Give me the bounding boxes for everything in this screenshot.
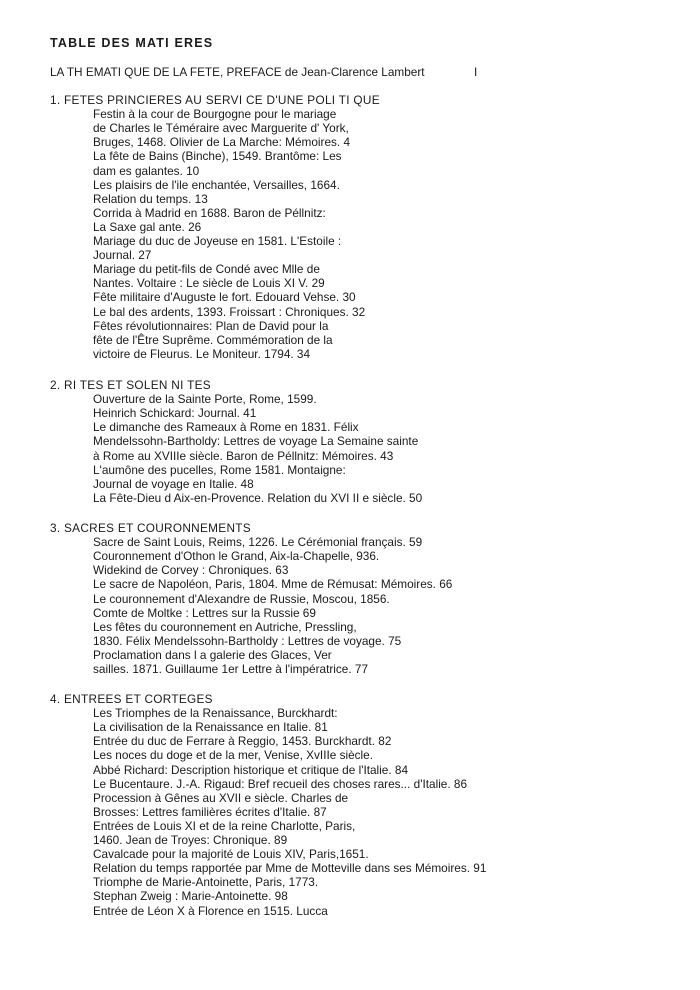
toc-entry-line: Fête militaire d'Auguste le fort. Edouard Vehse. 30 — [93, 290, 356, 304]
toc-entry-line: Nantes. Voltaire : Le siècle de Louis XI V. 29 — [93, 276, 325, 290]
toc-entry-line: La civilisation de la Renaissance en Italie. 81 — [93, 720, 328, 734]
toc-entry-line: Couronnement d'Othon le Grand, Aix-la-Chapelle, 936. — [93, 549, 380, 563]
toc-entry-line: Triomphe de Marie-Antoinette, Paris, 1773. — [93, 875, 319, 889]
toc-entry-line: dam es galantes. 10 — [93, 164, 200, 178]
toc-entry-line: Entrées de Louis XI et de la reine Charlotte, Paris, — [93, 819, 356, 833]
toc-entry-line: La Fête-Dieu d Aix-en-Provence. Relation du XVI II e siècle. 50 — [93, 491, 423, 505]
toc-entry-line: Relation du temps. 13 — [93, 192, 208, 206]
toc-entry-line: 1830. Félix Mendelssohn-Bartholdy : Lettres de voyage. 75 — [93, 634, 402, 648]
section-heading: 1. FETES PRINCIERES AU SERVI CE D'UNE POLI TI QUE — [50, 93, 380, 107]
toc-entry-line: de Charles le Téméraire avec Marguerite d' York, — [93, 121, 349, 135]
toc-entry-line: Festin à la cour de Bourgogne pour le mariage — [93, 107, 337, 121]
toc-entry-line: Widekind de Corvey : Chroniques. 63 — [93, 563, 289, 577]
toc-entry-line: L'aumône des pucelles, Rome 1581. Montaigne: — [93, 463, 346, 477]
toc-entry-line: Ouverture de la Sainte Porte, Rome, 1599. — [93, 392, 317, 406]
toc-entry-line: Mendelssohn-Bartholdy: Lettres de voyage La Semaine sainte — [93, 434, 419, 448]
toc-entry-line: sailles. 1871. Guillaume 1er Lettre à l'impératrice. 77 — [93, 662, 369, 676]
toc-entry-line: Fêtes révolutionnaires: Plan de David pour la — [93, 319, 329, 333]
toc-entry-line: Entrée du duc de Ferrare à Reggio, 1453. Burckhardt. 82 — [93, 734, 392, 748]
preface-page-number: I — [474, 65, 478, 79]
toc-entry-line: à Rome au XVIIIe siècle. Baron de Péllnitz: Mémoires. 43 — [93, 449, 394, 463]
toc-entry-line: Les fêtes du couronnement en Autriche, Pressling, — [93, 620, 357, 634]
toc-entry-line: Procession à Gênes au XVII e siècle. Charles de — [93, 791, 349, 805]
toc-entry-line: Entrée de Léon X à Florence en 1515. Lucca — [93, 904, 328, 918]
toc-entry-line: Les Triomphes de la Renaissance, Burckhardt: — [93, 706, 338, 720]
toc-entry-line: 1460. Jean de Troyes: Chronique. 89 — [93, 833, 288, 847]
toc-entry-line: Brosses: Lettres familières écrites d'Italie. 87 — [93, 805, 327, 819]
toc-entry-line: Cavalcade pour la majorité de Louis XIV, Paris,1651. — [93, 847, 369, 861]
toc-entry-line: La Saxe gal ante. 26 — [93, 220, 202, 234]
toc-entry-line: Les noces du doge et de la mer, Venise, XvIIIe siècle. — [93, 748, 374, 762]
toc-entry-line: Bruges, 1468. Olivier de La Marche: Mémoires. 4 — [93, 135, 351, 149]
section-heading: 3. SACRES ET COURONNEMENTS — [50, 521, 251, 535]
toc-entry-line: Mariage du duc de Joyeuse en 1581. L'Estoile : — [93, 234, 342, 248]
toc-entry-line: Mariage du petit-fils de Condé avec Mlle de — [93, 262, 320, 276]
toc-entry-line: Journal de voyage en Italie. 48 — [93, 477, 254, 491]
section-heading: 2. RI TES ET SOLEN NI TES — [50, 378, 211, 392]
section-heading: 4. ENTREES ET CORTEGES — [50, 692, 213, 706]
toc-entry-line: Abbé Richard: Description historique et critique de l'Italie. 84 — [93, 763, 409, 777]
toc-entry-line: Le dimanche des Rameaux à Rome en 1831. Félix — [93, 420, 359, 434]
toc-entry-line: Le couronnement d'Alexandre de Russie, Moscou, 1856. — [93, 592, 390, 606]
toc-entry-line: Sacre de Saint Louis, Reims, 1226. Le Cérémonial français. 59 — [93, 535, 423, 549]
toc-entry-line: Relation du temps rapportée par Mme de Motteville dans ses Mémoires. 91 — [93, 861, 487, 875]
preface-entry: LA TH EMATI QUE DE LA FETE, PREFACE de Jean-Clarence Lambert — [50, 65, 425, 79]
toc-entry-line: victoire de Fleurus. Le Moniteur. 1794. 34 — [93, 347, 311, 361]
toc-entry-line: Le sacre de Napoléon, Paris, 1804. Mme de Rémusat: Mémoires. 66 — [93, 577, 453, 591]
toc-entry-line: Journal. 27 — [93, 248, 152, 262]
toc-entry-line: Le bal des ardents, 1393. Froissart : Chroniques. 32 — [93, 305, 366, 319]
toc-entry-line: fête de l'Être Suprême. Commémoration de la — [93, 333, 333, 347]
page-title: TABLE DES MATI ERES — [50, 36, 214, 50]
toc-entry-line: Comte de Moltke : Lettres sur la Russie 69 — [93, 606, 316, 620]
toc-entry-line: Les plaisirs de l'ile enchantée, Versailles, 1664. — [93, 178, 340, 192]
toc-entry-line: Proclamation dans l a galerie des Glaces, Ver — [93, 648, 332, 662]
toc-entry-line: Stephan Zweig : Marie-Antoinette. 98 — [93, 889, 288, 903]
toc-entry-line: La fête de Bains (Binche), 1549. Brantôme: Les — [93, 149, 342, 163]
toc-entry-line: Corrida à Madrid en 1688. Baron de Péllnitz: — [93, 206, 326, 220]
toc-entry-line: Heinrich Schickard: Journal. 41 — [93, 406, 257, 420]
toc-entry-line: Le Bucentaure. J.-A. Rigaud: Bref recueil des choses rares... d'Italie. 86 — [93, 777, 468, 791]
